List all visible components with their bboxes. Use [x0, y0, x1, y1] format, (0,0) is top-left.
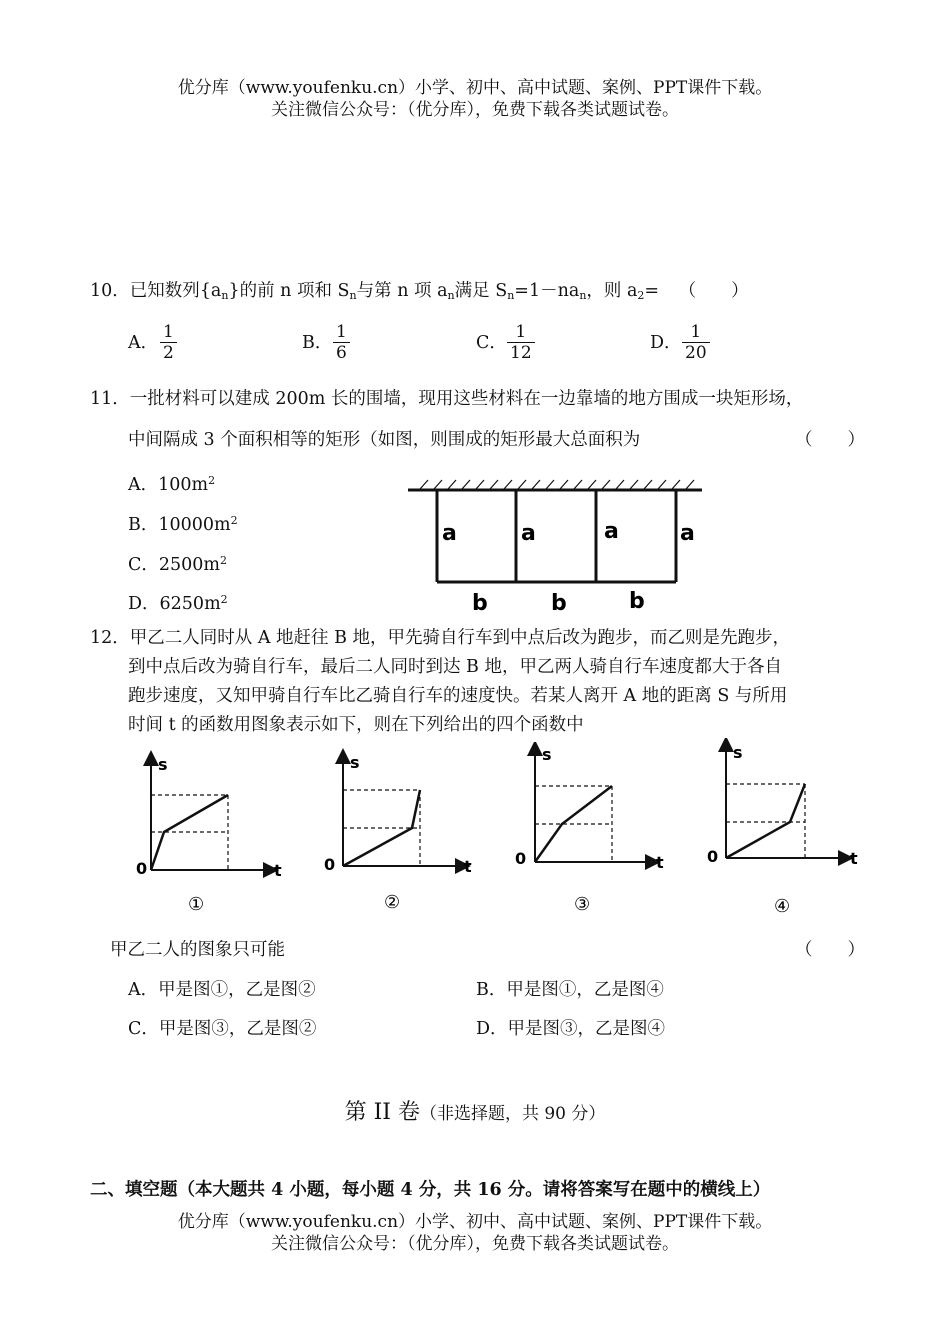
fence-lines: [437, 490, 676, 582]
q10-option-d-label: D．: [650, 333, 682, 353]
question-11-line-2: 中间隔成 3 个面积相等的矩形（如图，则围成的矩形最大总面积为: [128, 430, 641, 450]
svg-text:③: ③: [574, 894, 591, 915]
svg-text:①: ①: [188, 894, 205, 915]
q11-option-c: C．$2500m^2$: [128, 554, 228, 575]
graph-3: [510, 742, 675, 917]
footer-line-2: 关注微信公众号：（优分库），免费下载各类试题试卷。: [271, 1234, 679, 1254]
side-label-a: a: [521, 521, 536, 546]
q11-option-a: A．$100m^2$: [128, 474, 216, 495]
q10-option-b-label: B．: [302, 333, 333, 353]
side-label-a: a: [680, 521, 695, 546]
q11-option-b: B．$10000m^2$: [128, 514, 238, 535]
svg-text:s: s: [542, 745, 552, 764]
svg-text:②: ②: [384, 892, 401, 913]
footer-line-1: 优分库（www.youfenku.cn）小学、初中、高中试题、案例、PPT课件下载。: [177, 1212, 773, 1232]
q12-option-c: C．甲是图③，乙是图②: [128, 1019, 317, 1039]
svg-text:0: 0: [515, 849, 527, 868]
svg-text:s: s: [158, 755, 168, 774]
graph-1: [128, 748, 293, 918]
side-label-a: a: [442, 521, 457, 546]
svg-text:④: ④: [774, 896, 791, 917]
q10-option-c-label: C．: [476, 333, 507, 353]
svg-text:s: s: [350, 753, 360, 772]
q12-answer-paren: （ ）: [795, 940, 865, 960]
bottom-label-b: b: [551, 591, 567, 616]
answer-paren: （ ）: [678, 281, 749, 301]
svg-text:t: t: [464, 857, 472, 876]
q10-option-d-fraction: $\frac{1}{20}$: [682, 322, 710, 363]
svg-text:s: s: [733, 743, 743, 762]
fence-diagram: [400, 474, 710, 616]
q11-option-d: D．$6250m^2$: [128, 593, 228, 614]
question-12-line-4: 时间 t 的函数用图象表示如下，则在下列给出的四个函数中: [128, 715, 584, 735]
q10-option-a-fraction: $\frac{1}{2}$: [160, 322, 177, 363]
graph-4: [700, 738, 870, 918]
svg-text:0: 0: [707, 847, 719, 866]
wall-hatching: [420, 480, 694, 489]
section-2-heading: 二、填空题（本大题共 4 小题，每小题 4 分，共 16 分。请将答案写在题中的横线上）: [90, 1180, 771, 1200]
bottom-label-b: b: [472, 591, 488, 616]
header-line-1: 优分库（www.youfenku.cn）小学、初中、高中试题、案例、PPT课件下载。: [177, 78, 773, 98]
side-label-a: a: [604, 519, 619, 544]
question-12-line-1: 12．甲乙二人同时从 A 地赶往 B 地，甲先骑自行车到中点后改为跑步，而乙则是先跑步，: [90, 628, 791, 648]
graph-2: [318, 748, 483, 918]
q12-option-b: B．甲是图①，乙是图④: [476, 980, 664, 1000]
svg-text:0: 0: [136, 859, 148, 878]
svg-text:t: t: [656, 853, 664, 872]
svg-text:0: 0: [324, 855, 336, 874]
header-line-2: 关注微信公众号：（优分库），免费下载各类试题试卷。: [271, 100, 679, 120]
question-10: 10．已知数列$\{a_n\}$的前 n 项和 $S_n$与第 n 项 $a_n$满足 $S_n=1-na_n$，则 $a_2=$ （ ）: [90, 281, 749, 302]
question-12-line-2: 到中点后改为骑自行车，最后二人同时到达 B 地，甲乙两人骑自行车速度都大于各自: [128, 657, 782, 677]
bottom-label-b: b: [629, 589, 645, 614]
q11-answer-paren: （ ）: [795, 430, 865, 450]
question-11-line-1: 11．一批材料可以建成 200m 长的围墙，现用这些材料在一边靠墙的地方围成一块矩形场，: [90, 389, 804, 409]
svg-text:t: t: [850, 849, 858, 868]
question-12-line-3: 跑步速度，又知甲骑自行车比乙骑自行车的速度快。若某人离开 A 地的距离 S 与所用: [128, 686, 788, 706]
q12-option-a: A．甲是图①，乙是图②: [128, 980, 316, 1000]
question-12-line-5: 甲乙二人的图象只可能: [110, 940, 285, 960]
svg-text:t: t: [274, 861, 282, 880]
q12-option-d: D．甲是图③，乙是图④: [476, 1019, 666, 1039]
q10-option-b-fraction: $\frac{1}{6}$: [333, 322, 350, 363]
q10-option-a-label: A．: [128, 333, 159, 353]
q10-option-c-fraction: $\frac{1}{12}$: [507, 322, 535, 363]
part-2-title: 第 II 卷（非选择题，共 90 分）: [344, 1100, 606, 1125]
